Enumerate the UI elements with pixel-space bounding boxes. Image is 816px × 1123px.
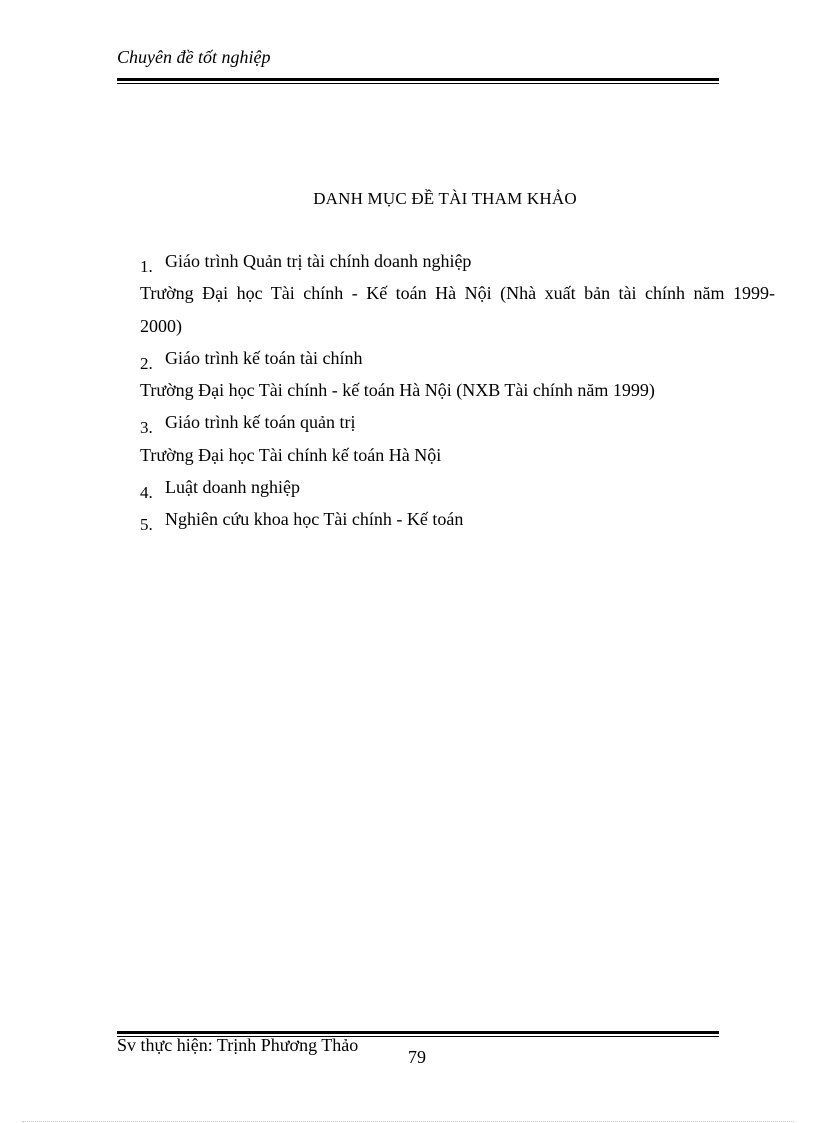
running-header-title: Chuyên đề tốt nghiệp: [117, 47, 271, 67]
page-bottom-dotted-line: [22, 1121, 794, 1122]
reference-number: 5.: [140, 515, 153, 535]
footer-author: Sv thực hiện: Trịnh Phương Thảo: [117, 1035, 359, 1055]
reference-detail: Trường Đại học Tài chính - kế toán Hà Nội (NXB Tài chính năm 1999): [140, 380, 655, 401]
header-rule: [117, 78, 719, 84]
reference-item: [140, 245, 780, 277]
reference-title: Giáo trình kế toán quản trị: [165, 412, 356, 433]
section-title: DANH MỤC ĐỀ TÀI THAM KHẢO: [313, 189, 577, 208]
reference-number: 2.: [140, 353, 153, 373]
reference-number: 1.: [140, 257, 153, 276]
reference-detail: 2000): [140, 315, 182, 336]
reference-item: [140, 342, 780, 374]
reference-item: [140, 406, 780, 438]
reference-title: Giáo trình kế toán tài chính: [165, 347, 363, 368]
reference-title: Luật doanh nghiệp: [165, 477, 300, 498]
page-number: 79: [408, 1047, 426, 1067]
reference-item: [140, 503, 780, 535]
reference-list: [140, 245, 780, 536]
reference-number: 4.: [140, 483, 153, 503]
reference-title: Nghiên cứu khoa học Tài chính - Kế toán: [165, 509, 464, 530]
reference-number: 3.: [140, 418, 153, 438]
reference-detail: Trường Đại học Tài chính kế toán Hà Nội: [140, 444, 442, 465]
reference-item: [140, 471, 780, 503]
reference-title: Giáo trình Quản trị tài chính doanh nghiệp: [165, 251, 472, 271]
reference-detail: Trường Đại học Tài chính - Kế toán Hà Nội (Nhà xuất bản tài chính năm 1999-: [140, 283, 775, 304]
